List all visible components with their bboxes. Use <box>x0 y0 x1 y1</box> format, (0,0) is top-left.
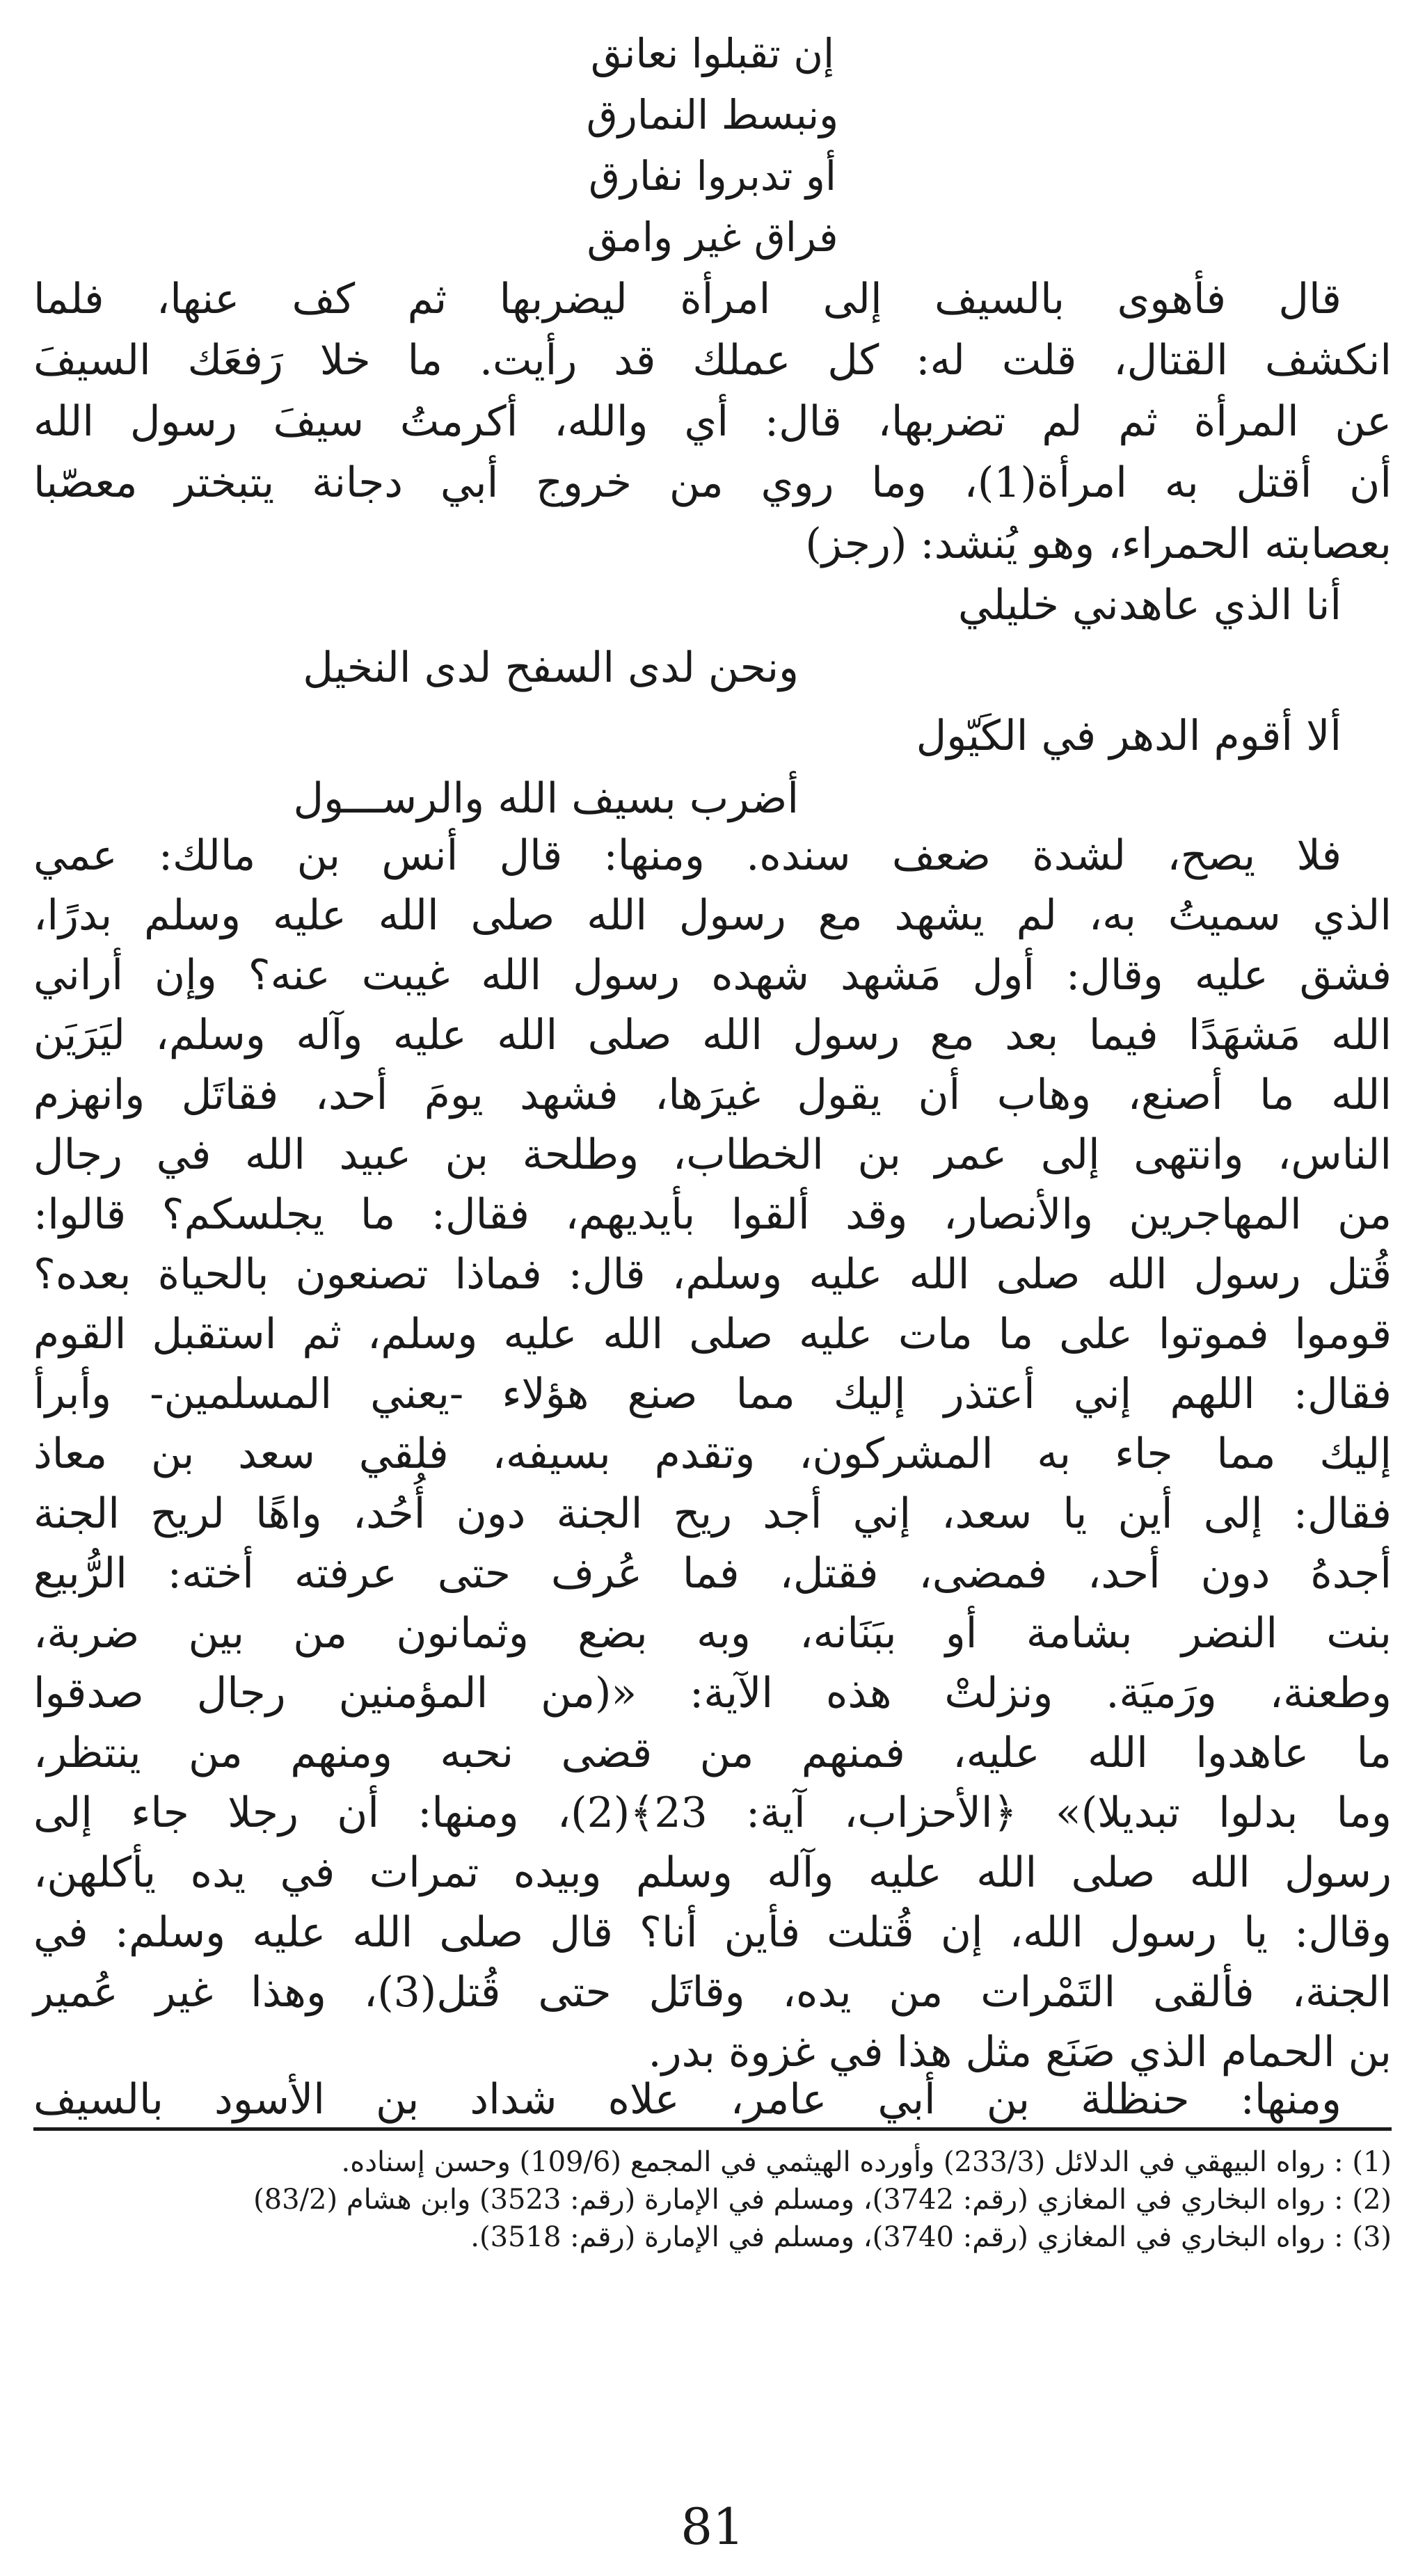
verse-line: إن تقبلوا نعانق <box>590 30 835 77</box>
body-line: بن الحمام الذي صَنَع مثل هذا في غزوة بدر. <box>648 2028 1392 2077</box>
body-line: قوموا فموتوا على ما مات عليه صلى الله عليه وسلم، ثم استقبل القوم <box>33 1310 1392 1359</box>
rajaz-line: أضرب بسيف الله والرســـول <box>293 774 799 823</box>
body-line: رسول الله صلى الله عليه وآله وسلم وبيده تمرات في يده يأكلهن، <box>33 1848 1392 1897</box>
body-line: وقال: يا رسول الله، إن قُتلت فأين أنا؟ قال صلى الله عليه وسلم: في <box>33 1908 1392 1957</box>
footnote-divider <box>33 2127 1392 2131</box>
body-line: أن أقتل به امرأة(1)، وما روي من خروج أبي دجانة يتبختر معصّبا <box>33 458 1392 507</box>
body-line: قال فأهوى بالسيف إلى امرأة ليضربها ثم كف عنها، فلما <box>33 275 1342 323</box>
body-line: الناس، وانتهى إلى عمر بن الخطاب، وطلحة بن عبيد الله في رجال <box>33 1130 1392 1179</box>
verse-line: ونبسط النمارق <box>586 91 839 138</box>
body-line: أجدهُ دون أحد، فمضى، فقتل، فما عُرف حتى عرفته أخته: الرُّبيع <box>33 1549 1392 1598</box>
body-line: من المهاجرين والأنصار، وقد ألقوا بأيديهم، فقال: ما يجلسكم؟ قالوا: <box>33 1190 1392 1239</box>
verse-line: أو تدبروا نفارق <box>588 152 836 200</box>
body-line: ما عاهدوا الله عليه، فمنهم من قضى نحبه ومنهم من ينتظر، <box>33 1729 1392 1777</box>
footnote: (1) : رواه البيهقي في الدلائل (233/3) وأورده الهيثمي في المجمع (109/6) وحسن إسناده. <box>341 2146 1392 2178</box>
rajaz-line: أنا الذي عاهدني خليلي <box>957 581 1342 630</box>
page-number: 81 <box>680 2497 745 2556</box>
body-line: فلا يصح، لشدة ضعف سنده. ومنها: قال أنس بن مالك: عمي <box>33 831 1342 880</box>
body-line: فشق عليه وقال: أول مَشهد شهده رسول الله غيبت عنه؟ وإن أراني <box>33 951 1392 1000</box>
body-line: الجنة، فألقى التَمْرات من يده، وقاتَل حتى قُتل(3)، وهذا غير عُمير <box>33 1968 1392 2017</box>
footnote: (2) : رواه البخاري في المغازي (رقم: 3742)، ومسلم في الإمارة (رقم: 3523) وابن هشام (83/2) <box>253 2184 1392 2216</box>
body-line: الله مَشهَدًا فيما بعد مع رسول الله صلى الله عليه وآله وسلم، ليَرَيَن <box>33 1011 1392 1059</box>
body-line: قُتل رسول الله صلى الله عليه وسلم، قال: فماذا تصنعون بالحياة بعده؟ <box>33 1250 1392 1299</box>
body-line: ومنها: حنظلة بن أبي عامر، علاه شداد بن الأسود بالسيف <box>33 2075 1342 2124</box>
body-line: فقال: إلى أين يا سعد، إني أجد ريح الجنة دون أُحُد، واهًا لريح الجنة <box>33 1489 1392 1538</box>
body-line: الله ما أصنع، وهاب أن يقول غيرَها، فشهد يومَ أحد، فقاتَل وانهزم <box>33 1071 1392 1119</box>
body-line: فقال: اللهم إني أعتذر إليك مما صنع هؤلاء -يعني المسلمين- وأبرأ <box>33 1370 1392 1418</box>
body-line: وما بدلوا تبديلا)» ﴿الأحزاب، آية: 23﴾(2)، ومنها: أن رجلا جاء إلى <box>33 1789 1392 1837</box>
body-line: بعصابته الحمراء، وهو يُنشد: (رجز) <box>805 520 1392 568</box>
body-line: بنت النضر بشامة أو ببَنَانه، وبه بضع وثمانون من بين ضربة، <box>33 1609 1392 1658</box>
body-line: وطعنة، ورَميَة. ونزلتْ هذه الآية: «(من المؤمنين رجال صدقوا <box>33 1669 1392 1718</box>
body-line: انكشف القتال، قلت له: كل عملك قد رأيت. ما خلا رَفعَك السيفَ <box>33 336 1392 385</box>
rajaz-line: ألا أقوم الدهر في الكَيّول <box>916 712 1342 760</box>
verse-line: فراق غير وامق <box>587 214 838 261</box>
body-line: الذي سميتُ به، لم يشهد مع رسول الله صلى الله عليه وسلم بدرًا، <box>33 891 1392 940</box>
rajaz-line: ونحن لدى السفح لدى النخيل <box>303 643 799 692</box>
footnote: (3) : رواه البخاري في المغازي (رقم: 3740)، ومسلم في الإمارة (رقم: 3518). <box>470 2221 1392 2253</box>
body-line: عن المرأة ثم لم تضربها، قال: أي والله، أكرمتُ سيفَ رسول الله <box>33 397 1392 446</box>
body-line: إليك مما جاء به المشركون، وتقدم بسيفه، فلقي سعد بن معاذ <box>33 1430 1392 1478</box>
